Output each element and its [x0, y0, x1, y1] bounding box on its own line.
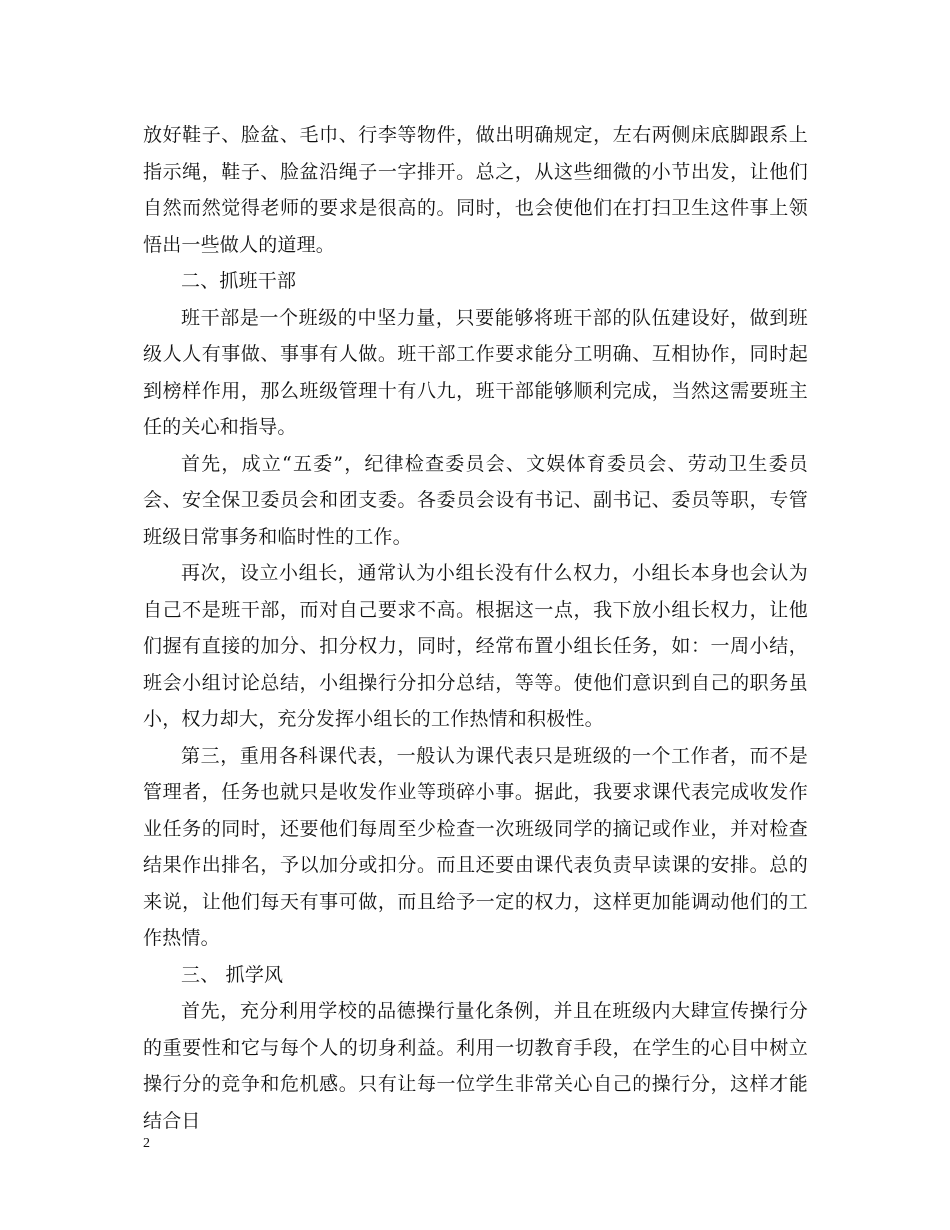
paragraph-class-cadres-intro: 班干部是一个班级的中坚力量，只要能够将班干部的队伍建设好，做到班级人人有事做、事事有人做。班干部工作要求能分工明确、互相协作，同时起到榜样作用，那么班级管理十有八九，班干部能够顺利完成，当然这需要班主任的关心和指导。	[143, 306, 808, 438]
section-heading-study-style: 三、 抓学风	[181, 963, 284, 986]
paragraph-conduct-score: 首先，充分利用学校的品德操行量化条例，并且在班级内大肆宣传操行分的重要性和它与每个人的切身利益。利用一切教育手段，在学生的心目中树立操行分的竞争和危机感。只有让每一位学生非常关心自己的操行分，这样才能结合日	[143, 1000, 808, 1132]
paragraph-group-leaders: 再次，设立小组长，通常认为小组长没有什么权力，小组长本身也会认为自己不是班干部，而对自己要求不高。根据这一点，我下放小组长权力，让他们握有直接的加分、扣分权力，同时，经常布置小组长任务，如：一周小结，班会小组讨论总结，小组操行分扣分总结，等等。使他们意识到自己的职务虽小，权力却大，充分发挥小组长的工作热情和积极性。	[143, 562, 808, 730]
page-number: 2	[143, 1136, 150, 1151]
paragraph-subject-representatives: 第三，重用各科课代表，一般认为课代表只是班级的一个工作者，而不是管理者，任务也就只是收发作业等琐碎小事。据此，我要求课代表完成收发作业任务的同时，还要他们每周至少检查一次班级同学的摘记或作业，并对检查结果作出排名，予以加分或扣分。而且还要由课代表负责早读课的安排。总的来说，让他们每天有事可做，而且给予一定的权力，这样更加能调动他们的工作热情。	[143, 744, 808, 949]
paragraph-five-committees: 首先，成立“五委”，纪律检查委员会、文娱体育委员会、劳动卫生委员会、安全保卫委员会和团支委。各委员会设有书记、副书记、委员等职，专管班级日常事务和临时性的工作。	[143, 452, 808, 548]
paragraph-continuation: 放好鞋子、脸盆、毛巾、行李等物件，做出明确规定，左右两侧床底脚跟系上指示绳，鞋子、脸盆沿绳子一字排开。总之，从这些细微的小节出发，让他们自然而然觉得老师的要求是很高的。同时，也会使他们在打扫卫生这件事上领悟出一些做人的道理。	[143, 124, 808, 256]
document-body	[143, 117, 808, 1139]
section-heading-class-cadres: 二、抓班干部	[181, 270, 297, 292]
